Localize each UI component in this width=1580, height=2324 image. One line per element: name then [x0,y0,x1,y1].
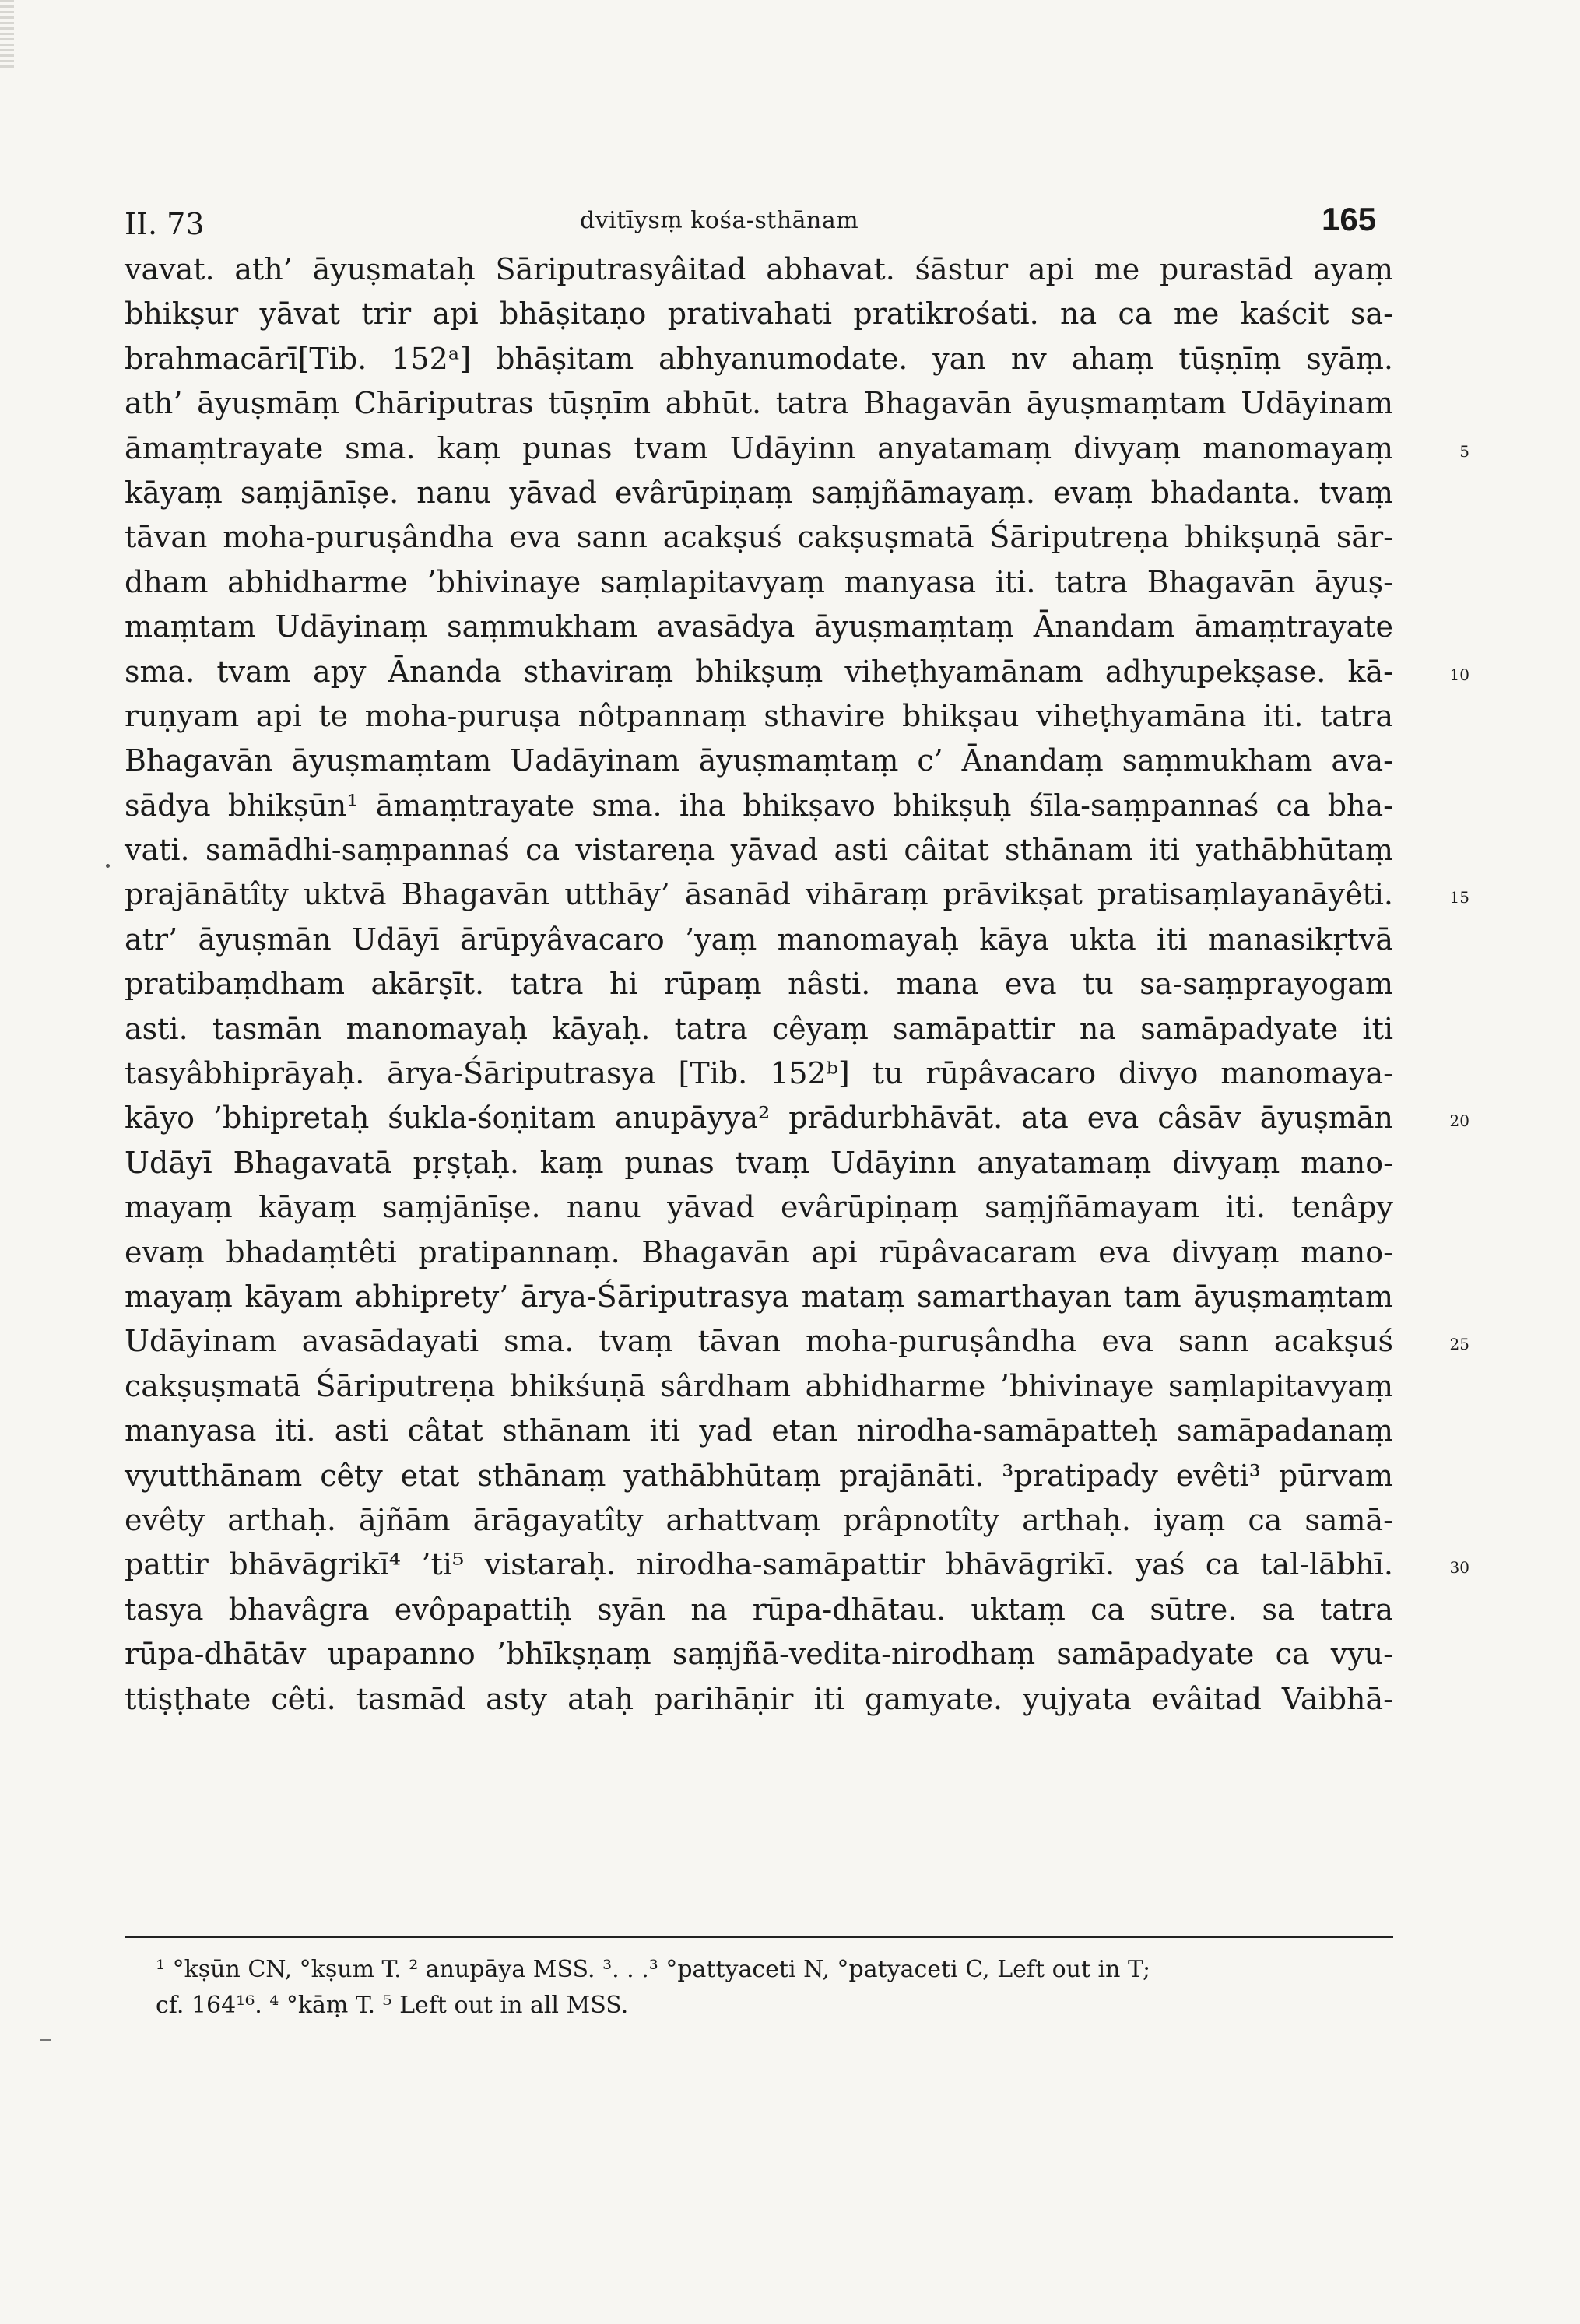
text-line-content: tasya bhavâgra evôpapattiḥ syān na rūpa-dhātau. uktaṃ ca sūtre. sa tatra [125,1592,1393,1627]
text-line [125,694,1393,739]
footnotes [156,1952,1393,2024]
text-line-content: dham abhidharme ’bhivinaye saṃlapitavyaṃ manyasa iti. tatra Bhagavān āyuṣ- [125,564,1393,599]
scan-edge-mark [0,0,14,70]
text-line [125,1230,1393,1275]
text-line-content: tasyâbhiprāyaḥ. ārya-Śāriputrasya [Tib. 152ᵇ] tu rūpâvacaro divyo manomaya- [125,1056,1393,1091]
running-header [0,201,1580,247]
line-number: 15 [1449,888,1469,907]
text-line-content: prajānātîty uktvā Bhagavān utthāy’ āsanād vihāraṃ prāvikṣat pratisaṃlayanāyêti. [125,877,1393,912]
text-line [125,1007,1393,1051]
text-line [125,337,1393,381]
text-line [125,1051,1393,1096]
line-number: 10 [1449,665,1469,684]
text-line [125,560,1393,605]
text-line-content: vyutthānam cêty etat sthānaṃ yathābhūtaṃ prajānāti. ³pratipady evêti³ pūrvam [125,1458,1393,1493]
text-line-content: rūpa-dhātāv upapanno ’bhīkṣṇaṃ saṃjñā-vedita-nirodhaṃ samāpadyate ca vyu- [125,1637,1393,1672]
text-line-content: kāyo ’bhipretaḥ śukla-śoṇitam anupāyya² prādurbhāvāt. ata eva câsāv āyuṣmān [125,1101,1393,1136]
text-line-content: mayaṃ kāyam abhiprety’ ārya-Śāriputrasya mataṃ samarthayan tam āyuṣmaṃtam [125,1279,1393,1314]
section-reference: II. 73 [125,207,205,241]
text-line [125,872,1469,917]
text-line-content: vati. samādhi-saṃpannaś ca vistareṇa yāvad asti câitat sthānam iti yathābhūtaṃ [125,833,1393,868]
line-number: 5 [1459,441,1469,461]
text-line [125,918,1393,962]
text-line [125,739,1393,783]
text-line [125,1588,1393,1632]
text-line-content: sādya bhikṣūn¹ āmaṃtrayate sma. iha bhikṣavo bhikṣuḥ śīla-saṃpannaś ca bha- [125,788,1393,823]
text-line [125,962,1393,1006]
text-line [125,247,1393,292]
text-line [125,1141,1393,1185]
text-line-content: Udāyinam avasādayati sma. tvaṃ tāvan moha-puruṣândha eva sann acakṣuś [125,1324,1393,1359]
text-line [125,1096,1469,1140]
text-line [125,515,1393,560]
text-line [125,471,1393,515]
text-line-content: evêty arthaḥ. ājñām ārāgayatîty arhattvaṃ prâpnotîty arthaḥ. iyaṃ ca samā- [125,1502,1393,1537]
text-line-content: brahmacārī[Tib. 152ᵃ] bhāṣitam abhyanumodate. yan nv ahaṃ tūṣṇīṃ syāṃ. [125,341,1393,376]
footnote-line: ¹ °kṣūn CN, °kṣum T. ² anupāya MSS. ³. . .³ °pattyaceti N, °patyaceti C, Left out in T; [156,1956,1151,1983]
text-line-content: mayaṃ kāyaṃ saṃjānīṣe. nanu yāvad evârūpiṇaṃ saṃjñāmayam iti. tenâpy [125,1190,1393,1225]
text-line [125,1677,1393,1722]
running-title: dvitīysṃ kośa-sthānam [580,207,859,234]
text-line [125,1364,1393,1409]
text-line [125,605,1393,649]
text-line-content: asti. tasmān manomayaḥ kāyaḥ. tatra cêyaṃ samāpattir na samāpadyate iti [125,1011,1393,1046]
text-line-content: āmaṃtrayate sma. kaṃ punas tvam Udāyinn anyatamaṃ divyaṃ manomayaṃ [125,430,1393,465]
text-line-content: pratibaṃdham akārṣīt. tatra hi rūpaṃ nâsti. mana eva tu sa-saṃprayogam [125,967,1393,1002]
text-line-content: evaṃ bhadaṃtêti pratipannaṃ. Bhagavān api rūpâvacaram eva divyaṃ mano- [125,1234,1393,1269]
text-line-content: cakṣuṣmatā Śāriputreṇa bhikśuṇā sârdham abhidharme ’bhivinaye saṃlapitavyaṃ [125,1368,1393,1403]
footnote-line: cf. 164¹⁶. ⁴ °kāṃ T. ⁵ Left out in all MSS. [156,1992,629,2019]
text-line-content: vavat. ath’ āyuṣmataḥ Sāriputrasyâitad abhavat. śāstur api me purastād ayaṃ [125,252,1393,286]
scan-speck [40,2039,51,2041]
text-line [125,1185,1393,1230]
text-line [125,828,1393,872]
text-line [125,1632,1393,1676]
text-line-content: pattir bhāvāgrikī⁴ ’ti⁵ vistaraḥ. nirodha-samāpattir bhāvāgrikī. yaś ca tal-lābhī. [125,1547,1393,1582]
text-line-content: Udāyī Bhagavatā pṛṣṭaḥ. kaṃ punas tvaṃ Udāyinn anyatamaṃ divyaṃ mano- [125,1145,1393,1180]
text-line-content: bhikṣur yāvat trir api bhāṣitaṇo prativahati pratikrośati. na ca me kaścit sa- [125,297,1393,332]
text-line [125,381,1393,426]
scan-speck [106,864,110,868]
line-number: 25 [1449,1335,1469,1354]
main-text [125,247,1469,1722]
text-line [125,784,1393,828]
text-line-content: ruṇyam api te moha-puruṣa nôtpannaṃ sthavire bhikṣau viheṭhyamāna iti. tatra [125,698,1393,733]
text-line [125,1498,1393,1543]
text-line-content: tāvan moha-puruṣândha eva sann acakṣuś cakṣuṣmatā Śāriputreṇa bhikṣuṇā sār- [125,520,1393,555]
text-line-content: kāyaṃ saṃjānīṣe. nanu yāvad evârūpiṇaṃ saṃjñāmayaṃ. evaṃ bhadanta. tvaṃ [125,475,1393,510]
text-line-content: atr’ āyuṣmān Udāyī ārūpyâvacaro ’yaṃ manomayaḥ kāya ukta iti manasikṛtvā [125,922,1393,957]
text-line [125,292,1393,336]
text-line-content: sma. tvam apy Ānanda sthaviraṃ bhikṣuṃ viheṭhyamānam adhyupekṣase. kā- [125,654,1393,689]
text-line-content: ttiṣṭhate cêti. tasmād asty ataḥ parihāṇir iti gamyate. yujyata evâitad Vaibhā- [125,1681,1393,1716]
text-line-content: Bhagavān āyuṣmaṃtam Uadāyinam āyuṣmaṃtaṃ c’ Ānandaṃ saṃmukham ava- [125,743,1393,778]
line-number: 20 [1449,1111,1469,1131]
text-line [125,1543,1469,1587]
text-line [125,650,1469,694]
text-line [125,427,1469,471]
text-line-content: maṃtam Udāyinaṃ saṃmukham avasādya āyuṣmaṃtaṃ Ānandam āmaṃtrayate [125,609,1393,644]
text-line [125,1454,1393,1498]
text-line-content: manyasa iti. asti câtat sthānam iti yad etan nirodha-samāpatteḥ samāpadanaṃ [125,1413,1393,1448]
text-line [125,1275,1393,1319]
footnote-rule [125,1936,1393,1938]
text-line [125,1319,1469,1364]
line-number: 30 [1449,1558,1469,1578]
text-line [125,1409,1393,1453]
text-line-content: ath’ āyuṣmāṃ Chāriputras tūṣṇīm abhūt. tatra Bhagavān āyuṣmaṃtam Udāyinam [125,386,1393,421]
page-number: 165 [1322,201,1377,237]
